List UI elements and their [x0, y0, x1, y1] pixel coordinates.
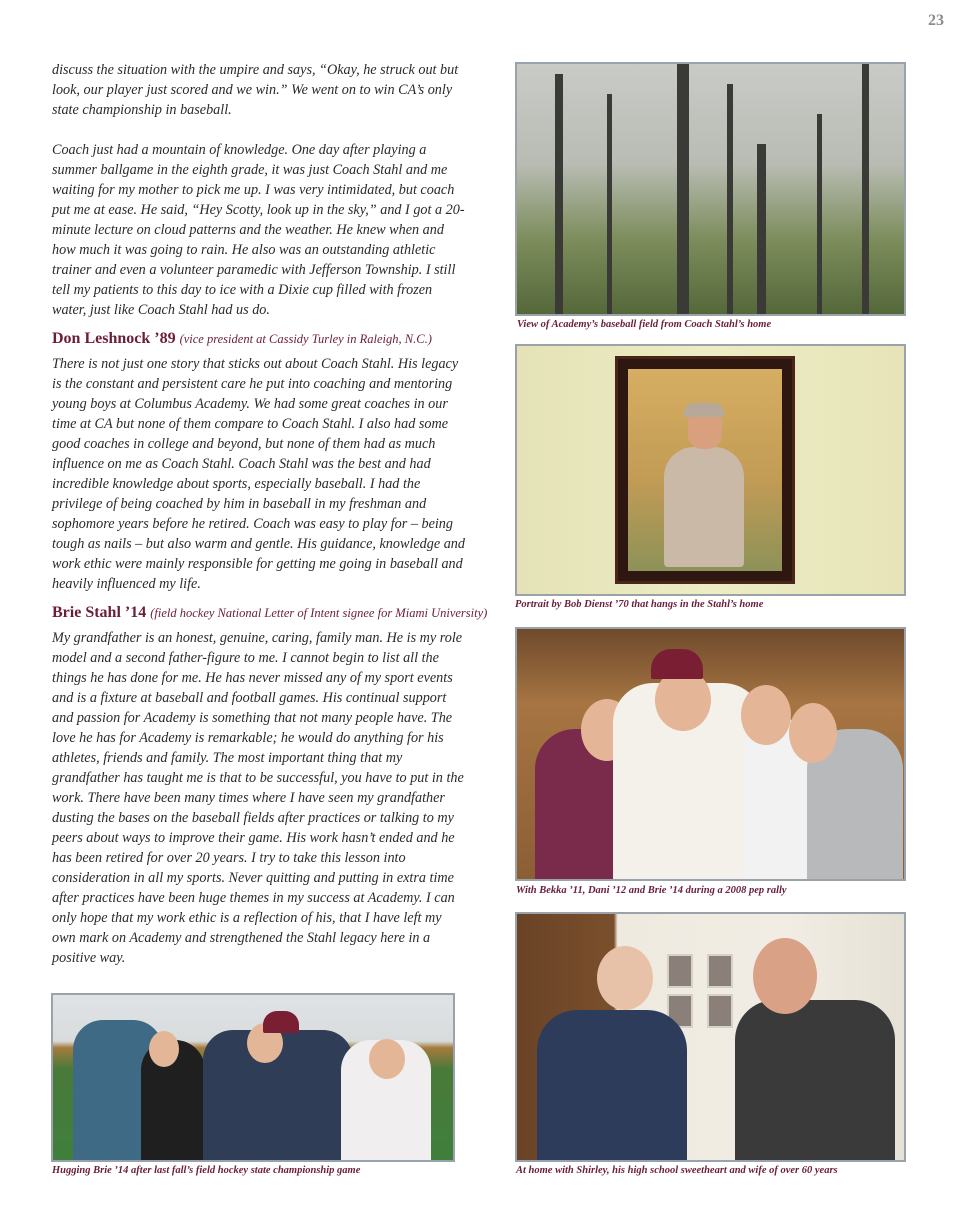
caption-hug: Hugging Brie ’14 after last fall’s field hockey state championship game — [52, 1165, 361, 1176]
photo-hug-field-hockey — [51, 993, 455, 1162]
caption-portrait: Portrait by Bob Dienst ’70 that hangs in the Stahl’s home — [515, 599, 764, 610]
photo-baseball-field-view — [515, 62, 906, 316]
caption-pep-rally: With Bekka ’11, Dani ’12 and Brie ’14 during a 2008 pep rally — [516, 885, 787, 896]
page-number: 23 — [928, 12, 944, 29]
photo-at-home — [515, 912, 906, 1162]
speaker-heading-brie-stahl — [52, 604, 488, 622]
photo-pep-rally — [515, 627, 906, 881]
caption-home: At home with Shirley, his high school sweetheart and wife of over 60 years — [516, 1165, 838, 1176]
caption-field-view: View of Academy’s baseball field from Coach Stahl’s home — [517, 319, 772, 330]
speaker-role: (vice president at Cassidy Turley in Raleigh, N.C.) — [179, 332, 432, 346]
article-text-column — [52, 60, 488, 968]
portrait-frame — [615, 356, 795, 584]
photo-portrait — [515, 344, 906, 596]
paragraph-coach-knowledge: Coach just had a mountain of knowledge. One day after playing a summer ballgame in the eighth grade, it was just Coach Stahl and me waiting for my mother to pick me up. I was very intimidated, but coach put me at ease. He said, “Hey Scotty, look up in the sky,” and I got a 20-minute lecture on cloud patterns and the weather. He knew when and how much it was going to rain. He also was an outstanding athletic trainer and even a volunteer paramedic with Jefferson Township. I still tell my patients to this day to ice with a Dixie cup filled with frozen water, just like Coach Stahl had us do. — [52, 142, 465, 318]
speaker-name: Brie Stahl ’14 — [52, 604, 147, 621]
speaker-name: Don Leshnock ’89 — [52, 330, 176, 347]
paragraph-umpire: discuss the situation with the umpire and says, “Okay, he struck out but look, our player just scored and we win.” We went on to win CA’s only state championship in baseball. — [52, 62, 459, 118]
speaker-heading-don-leshnock — [52, 330, 466, 348]
paragraph-don-leshnock: There is not just one story that sticks out about Coach Stahl. His legacy is the constant and persistent care he put into coaching and mentoring young boys at Columbus Academy. We had some great coaches in our time at CA but none of them compare to Coach Stahl. I also had some good coaches in college and beyond, but none of them had as much influence on me as Coach Stahl. Coach Stahl was the best and had incredible knowledge about sports, especially baseball. I had the privilege of being coached by him in baseball in my freshman and sophomore years before he retired. Coach was easy to play for – being tough as nails – but also warm and gentle. His guidance, knowledge and work ethic were mainly responsible for getting me going in baseball and heavily influenced my life. — [52, 356, 465, 592]
paragraph-brie-stahl: My grandfather is an honest, genuine, caring, family man. He is my role model and a second father-figure to me. I cannot begin to list all the things he has done for me. He has never missed any of my sport events and is a fixture at baseball and football games. His continual support and passion for Academy is something that not many people have. The love he has for Academy is remarkable; he would do anything for his athletes, friends and family. The most important thing that my grandfather has taught me is that to be successful, you have to put in the work. There have been many times where I have seen my grandfather dusting the bases on the baseball fields after practices or talking to my peers about ways to improve their game. His work hasn’t ended and he has been retired for over 20 years. I try to take this lesson into consideration in all my sports. Never quitting and putting in extra time after practices have been huge themes in my success at Academy. I can only hope that my work ethic is a reflection of his, that I have left my own mark on Academy and strengthened the Stahl legacy here in a positive way. — [52, 630, 464, 966]
speaker-role: (field hockey National Letter of Intent signee for Miami University) — [150, 606, 488, 620]
